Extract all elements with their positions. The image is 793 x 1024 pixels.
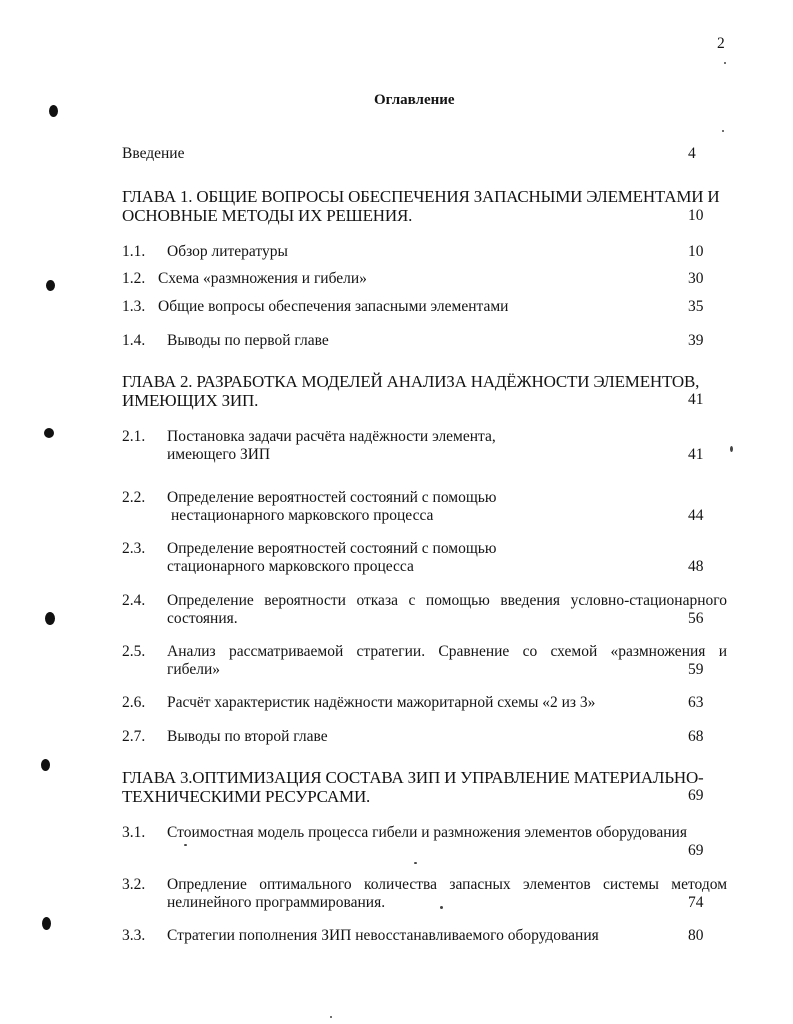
- chapter-1-page: 10: [688, 207, 704, 224]
- chapter-3-page: 69: [688, 787, 704, 804]
- section-2-2-title-line2: нестационарного марковского процесса: [171, 507, 434, 524]
- scan-speck: [722, 130, 724, 132]
- section-2-7-title: Выводы по второй главе: [167, 728, 328, 745]
- chapter-2-heading-line2: ИМЕЮЩИХ ЗИП.: [122, 391, 259, 410]
- section-2-4-title-line1: Определение вероятности отказа с помощью введения условно-стационарного: [167, 592, 727, 609]
- section-2-3-title-line2: стационарного марковского процесса: [167, 558, 414, 575]
- section-2-2-title-line1: Определение вероятностей состояний с помощью: [167, 489, 497, 506]
- page-title: Оглавление: [374, 92, 455, 108]
- section-1-3-page: 35: [688, 298, 704, 315]
- chapter-3-heading-line2: ТЕХНИЧЕСКИМИ РЕСУРСАМИ.: [122, 787, 371, 806]
- section-2-6-number: 2.6.: [122, 694, 146, 711]
- section-2-3-title-line1: Определение вероятностей состояний с помощью: [167, 540, 497, 557]
- binder-hole-mark: [42, 917, 51, 930]
- scan-speck: [330, 1016, 332, 1018]
- section-2-5-title-line1: Анализ рассматриваемой стратегии. Сравнение со схемой «размножения и: [167, 643, 727, 660]
- section-2-7-page: 68: [688, 728, 704, 745]
- section-3-2-number: 3.2.: [122, 876, 146, 893]
- section-2-2-number: 2.2.: [122, 489, 146, 506]
- section-2-1-title-line1: Постановка задачи расчёта надёжности элемента,: [167, 428, 496, 445]
- section-2-2-page: 44: [688, 507, 704, 524]
- section-2-7-number: 2.7.: [122, 728, 146, 745]
- scan-speck: [730, 446, 733, 452]
- section-3-2-title-line2: нелинейного программирования.: [167, 894, 386, 911]
- section-1-4-page: 39: [688, 332, 704, 349]
- section-3-1-number: 3.1.: [122, 824, 146, 841]
- chapter-3-heading-line1: ГЛАВА 3.ОПТИМИЗАЦИЯ СОСТАВА ЗИП И УПРАВЛЕНИЕ МАТЕРИАЛЬНО-: [122, 768, 704, 787]
- section-2-5-title-line2: гибели»: [167, 661, 220, 678]
- section-1-2-title: Схема «размножения и гибели»: [158, 270, 367, 287]
- chapter-1-heading-line1: ГЛАВА 1. ОБЩИЕ ВОПРОСЫ ОБЕСПЕЧЕНИЯ ЗАПАСНЫМИ ЭЛЕМЕНТАМИ И: [122, 187, 720, 206]
- section-1-3-title: Общие вопросы обеспечения запасными элементами: [158, 298, 509, 315]
- binder-hole-mark: [46, 280, 55, 291]
- section-1-2-page: 30: [688, 270, 704, 287]
- binder-hole-mark: [49, 105, 58, 117]
- section-1-1-page: 10: [688, 243, 704, 260]
- section-2-1-page: 41: [688, 446, 704, 463]
- section-3-2-page: 74: [688, 894, 704, 911]
- section-3-1-page: 69: [688, 842, 704, 859]
- section-1-1-title: Обзор литературы: [167, 243, 288, 260]
- section-2-3-number: 2.3.: [122, 540, 146, 557]
- binder-hole-mark: [45, 612, 55, 625]
- section-1-4-title: Выводы по первой главе: [167, 332, 329, 349]
- binder-hole-mark: [41, 759, 50, 771]
- toc-intro-label: Введение: [122, 145, 185, 162]
- section-2-6-page: 63: [688, 694, 704, 711]
- toc-intro-page: 4: [688, 145, 696, 162]
- section-2-4-page: 56: [688, 610, 704, 627]
- section-3-2-title-line1: Опредление оптимального количества запасных элементов системы методом: [167, 876, 727, 893]
- section-1-4-number: 1.4.: [122, 332, 146, 349]
- binder-hole-mark: [44, 428, 54, 438]
- section-3-3-title: Стратегии пополнения ЗИП невосстанавливаемого оборудования: [167, 927, 599, 944]
- chapter-2-heading-line1: ГЛАВА 2. РАЗРАБОТКА МОДЕЛЕЙ АНАЛИЗА НАДЁЖНОСТИ ЭЛЕМЕНТОВ,: [122, 372, 700, 391]
- scan-speck: [724, 62, 726, 64]
- section-3-1-title: Стоимостная модель процесса гибели и размножения элементов оборудования: [167, 824, 687, 841]
- section-2-3-page: 48: [688, 558, 704, 575]
- section-1-1-number: 1.1.: [122, 243, 146, 260]
- scan-speck: [184, 844, 187, 846]
- section-2-6-title: Расчёт характеристик надёжности мажоритарной схемы «2 из 3»: [167, 694, 596, 711]
- section-1-3-number: 1.3.: [122, 298, 146, 315]
- section-2-4-title-line2: состояния.: [167, 610, 238, 627]
- scan-speck: [414, 862, 417, 864]
- section-2-5-page: 59: [688, 661, 704, 678]
- section-2-1-title-line2: имеющего ЗИП: [167, 446, 271, 463]
- section-2-5-number: 2.5.: [122, 643, 146, 660]
- scan-speck: [440, 906, 443, 909]
- section-2-4-number: 2.4.: [122, 592, 146, 609]
- page-number: 2: [717, 35, 725, 52]
- section-3-3-page: 80: [688, 927, 704, 944]
- chapter-1-heading-line2: ОСНОВНЫЕ МЕТОДЫ ИХ РЕШЕНИЯ.: [122, 206, 413, 225]
- chapter-2-page: 41: [688, 391, 704, 408]
- section-2-1-number: 2.1.: [122, 428, 146, 445]
- section-3-3-number: 3.3.: [122, 927, 146, 944]
- section-1-2-number: 1.2.: [122, 270, 146, 287]
